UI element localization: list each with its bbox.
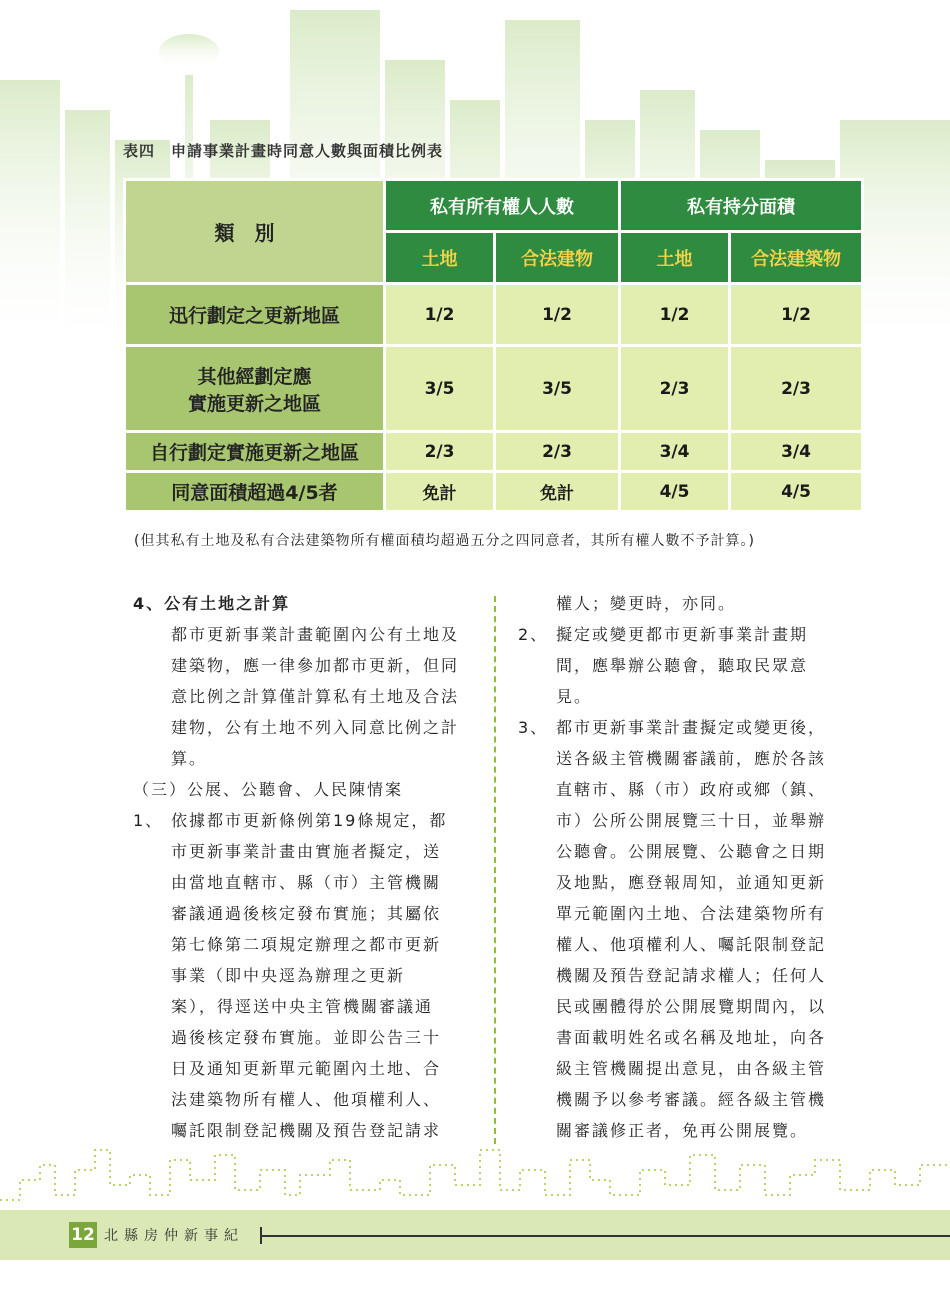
table-cell: 免計: [495, 472, 620, 512]
body-line: 建物，公有土地不列入同意比例之計: [171, 718, 460, 737]
footer-rule: [260, 1235, 950, 1237]
row-label: 迅行劃定之更新地區: [125, 284, 385, 346]
table-cell: 免計: [385, 472, 495, 512]
row-label-line: 其他經劃定應: [197, 365, 312, 388]
table-cell: 1/2: [385, 284, 495, 346]
section-title: 公有土地之計算: [164, 594, 291, 613]
body-line: 日及通知更新單元範圍內土地、合: [171, 1059, 442, 1078]
column-divider: [494, 596, 496, 1144]
sub-header-land: 土地: [620, 232, 730, 284]
body-line: 機關予以參考審議。經各級主管機: [556, 1090, 827, 1109]
table-cell: 2/3: [495, 432, 620, 472]
body-line: 權人；變更時，亦同。: [556, 594, 737, 613]
dotted-skyline-decoration: [0, 1140, 950, 1210]
body-line: 依據都市更新條例第19條規定，都: [171, 811, 448, 830]
body-line: 市更新事業計畫由實施者擬定，送: [171, 842, 442, 861]
body-line: 建築物，應一律參加都市更新，但同: [171, 656, 460, 675]
table-cell: 1/2: [730, 284, 863, 346]
body-line: 由當地直轄市、縣（市）主管機關: [171, 873, 442, 892]
body-line: 及地點，應登報周知，並通知更新: [556, 873, 827, 892]
table-cell: 2/3: [385, 432, 495, 472]
body-line: 見。: [556, 687, 593, 706]
table-title: 表四 申請事業計畫時同意人數與面積比例表: [123, 142, 444, 160]
body-line: 案），得逕送中央主管機關審議通: [171, 997, 434, 1016]
page-number: 12: [69, 1222, 97, 1248]
table-note: (但其私有土地及私有合法建築物所有權面積均超過五分之四同意者，其所有權人數不予計算。): [134, 533, 755, 549]
row-label: 同意面積超過4/5者: [125, 472, 385, 512]
body-line: 權人、他項權利人、囑託限制登記: [556, 935, 827, 954]
consent-ratio-table: [123, 178, 864, 513]
group-header-area: 私有持分面積: [620, 180, 863, 232]
body-line: 都市更新事業計畫擬定或變更後，: [556, 718, 827, 737]
body-line: 公聽會。公開展覽、公聽會之日期: [556, 842, 827, 861]
body-line: 審議通過後核定發布實施；其屬依: [171, 904, 442, 923]
left-column: [133, 588, 478, 1146]
body-line: 單元範圍內土地、合法建築物所有: [556, 904, 827, 923]
body-line: 民或團體得於公開展覽期間內，以: [556, 997, 827, 1016]
table-cell: 4/5: [730, 472, 863, 512]
body-line: 法建築物所有權人、他項權利人、: [171, 1090, 442, 1109]
body-line: 間，應舉辦公聽會，聽取民眾意: [556, 656, 809, 675]
subsection-heading: （三）公展、公聽會、人民陳情案: [133, 780, 404, 799]
table-cell: 2/3: [620, 346, 730, 432]
table-cell: 4/5: [620, 472, 730, 512]
sub-header-building: 合法建築物: [730, 232, 863, 284]
body-line: 關審議修正者，免再公開展覽。: [556, 1121, 809, 1140]
body-line: 市）公所公開展覽三十日，並舉辦: [556, 811, 827, 830]
category-header: 類別: [125, 180, 385, 284]
body-line: 擬定或變更都市更新事業計畫期: [556, 625, 809, 644]
body-line: 機關及預告登記請求權人；任何人: [556, 966, 827, 985]
body-line: 書面載明姓名或名稱及地址，向各: [556, 1028, 827, 1047]
body-line: 過後核定發布實施。並即公告三十: [171, 1028, 442, 1047]
table-cell: 3/4: [730, 432, 863, 472]
table-cell: 3/5: [385, 346, 495, 432]
body-line: 級主管機關提出意見，由各級主管: [556, 1059, 827, 1078]
item-number: 3、: [518, 718, 549, 737]
body-line: 算。: [171, 749, 208, 768]
body-line: 第七條第二項規定辦理之都市更新: [171, 935, 442, 954]
sub-header-building: 合法建物: [495, 232, 620, 284]
item-number: 4、: [133, 594, 165, 613]
body-line: 囑託限制登記機關及預告登記請求: [171, 1121, 442, 1140]
body-line: 直轄市、縣（市）政府或鄉（鎮、: [556, 780, 827, 799]
table-cell: 3/4: [620, 432, 730, 472]
group-header-owners: 私有所有權人人數: [385, 180, 620, 232]
table-cell: 1/2: [620, 284, 730, 346]
table-cell: 1/2: [495, 284, 620, 346]
row-label-line: 實施更新之地區: [187, 392, 321, 415]
sub-header-land: 土地: [385, 232, 495, 284]
body-line: 送各級主管機關審議前，應於各該: [556, 749, 827, 768]
right-column: [518, 588, 863, 1146]
publication-title: 北縣房仲新事紀: [104, 1228, 244, 1244]
body-line: 意比例之計算僅計算私有土地及合法: [171, 687, 460, 706]
row-label: [125, 346, 385, 432]
body-line: 都市更新事業計畫範圍內公有土地及: [171, 625, 460, 644]
item-number: 2、: [518, 625, 549, 644]
row-label: 自行劃定實施更新之地區: [125, 432, 385, 472]
table-cell: 2/3: [730, 346, 863, 432]
body-line: 事業（即中央逕為辦理之更新: [171, 966, 406, 985]
table-cell: 3/5: [495, 346, 620, 432]
item-number: 1、: [133, 811, 164, 830]
